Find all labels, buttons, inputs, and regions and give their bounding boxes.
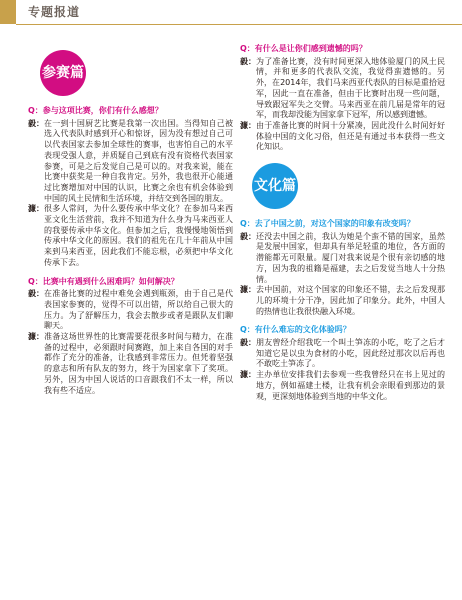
section-title: 专题报道 (28, 5, 81, 19)
question: Q：去了中国之前，对这个国家的印象有改变吗？ (240, 219, 415, 229)
answer-text: 在一到十国厨艺比赛是我第一次出国。当得知自己被选入代表队时感到开心和惊讶，因为没有想过自己可以代表国家去参加全球性的赛事，也害怕自己的水平表现受强人意，并质疑自己到底有没有资格代表国家参赛，可是之后发觉自己是可以的。对我来说，能在比赛中获奖是一种自我肯定。另外，我也很开心能通过比赛增加对中国的认识，比赛之余也有机会体验到中国的风土民情和生活环境，并结交到各国的朋友。 (44, 118, 233, 203)
section-badge-culture: 文化篇 (252, 163, 298, 209)
answer-text: 还没去中国之前，我认为她是个蛮不错的国家，虽然是发展中国家，但却具有举足轻重的地位，各方面的潜能都无可限量。厦门对我来说是个很有亲切感的地方，因为我的祖籍是福建，去之后发觉当地人十分热情。 (256, 231, 445, 284)
section-badge-competition: 参赛篇 (40, 50, 86, 96)
speaker: 毅： (240, 338, 256, 348)
answer (240, 57, 445, 121)
answer (240, 232, 445, 286)
question: Q：有什么是让你们感到遗憾的吗？ (240, 44, 367, 53)
answer (240, 370, 445, 402)
speaker: 濂： (28, 332, 44, 342)
answer (240, 285, 445, 317)
answer-text: 准备这场世界性的比赛需要花很多时间与精力，在准备的过程中，必须跟时间赛跑，加上来自各国的对手都作了充分的准备，让我感到非常压力。但凭着坚强的意志和所有队友的努力，终于为国家拿下了奖项。另外，因为中国人说话的口音跟我们不太一样，所以我有些不适应。 (44, 332, 233, 395)
answer (28, 289, 233, 332)
header-accent-bar (0, 0, 16, 24)
speaker: 濂： (28, 204, 44, 214)
question: Q：参与这项比赛，你们有什么感想？ (28, 106, 163, 115)
page-header (0, 0, 462, 26)
answer-text: 去中国前，对这个国家的印象还不错，去之后发现那儿的环境十分干净，因此加了印象分。此外，中国人的热情也让我很快融入环境。 (256, 285, 445, 316)
question: Q：比赛中有遇到什么困难吗？如何解决？ (28, 276, 179, 286)
answer-text: 由于准备比赛的时间十分紧凑，因此没什么时间好好体验中国的文化习俗，但还是有通过书本获得一些文化知识。 (256, 120, 445, 152)
answer-text: 很多人常问，为什么要传承中华文化？在参加马来西亚文化生活营前，我并不知道为什么身为马来西亚人的我要传承中华文化。但参加之后，我慢慢地领悟到传承中华文化的原因。我们的祖先在几十年前从中国来到马来西亚，因此我们不能忘根，必须把中华文化传承下去。 (44, 204, 233, 267)
right-column (240, 44, 445, 402)
speaker: 毅： (28, 289, 44, 299)
header-rule (16, 24, 462, 25)
answer (28, 332, 233, 396)
answer-text: 在准备比赛的过程中难免会遇到瓶颈，由于自己是代表国家参赛的，觉得不可以出错，所以给自己很大的压力。为了舒解压力，我会去散步或者是跟队友们聊聊天。 (44, 289, 233, 331)
answer (240, 121, 445, 153)
speaker: 濂： (240, 285, 256, 295)
speaker: 濂： (240, 120, 256, 130)
speaker: 毅： (240, 56, 256, 66)
answer-text: 主办单位安排我们去参观一些我曾经只在书上见过的地方，例如福建土楼，让我有机会亲眼看到那边的景观，更深刻地体验到当地的中华文化。 (256, 370, 445, 401)
left-column (28, 40, 233, 396)
question: Q：有什么难忘的文化体验吗？ (240, 325, 351, 335)
speaker: 毅： (28, 118, 44, 128)
answer (28, 204, 233, 268)
answer-text: 朋友曾经介绍我吃一个叫土笋冻的小吃，吃了之后才知道它是以虫为食材的小吃，因此经过那次以后再也不敢吃土笋冻了。 (256, 338, 445, 369)
answer-text: 为了准备比赛，没有时间更深入地体验厦门的风土民情，并和更多的代表队交流，我觉得蛮遗憾的。另外，在2014年，我们马来西亚代表队的目标是重拾冠军，因此一直在准备，但由于比赛时出现一些问题，导致跟冠军失之交臂。马来西亚在前几届是常年的冠军，而我却没能为国家拿下冠军，所以感到遗憾。 (256, 56, 445, 120)
answer (240, 338, 445, 370)
speaker: 濂： (240, 370, 256, 380)
speaker: 毅： (240, 231, 256, 241)
answer (28, 119, 233, 205)
